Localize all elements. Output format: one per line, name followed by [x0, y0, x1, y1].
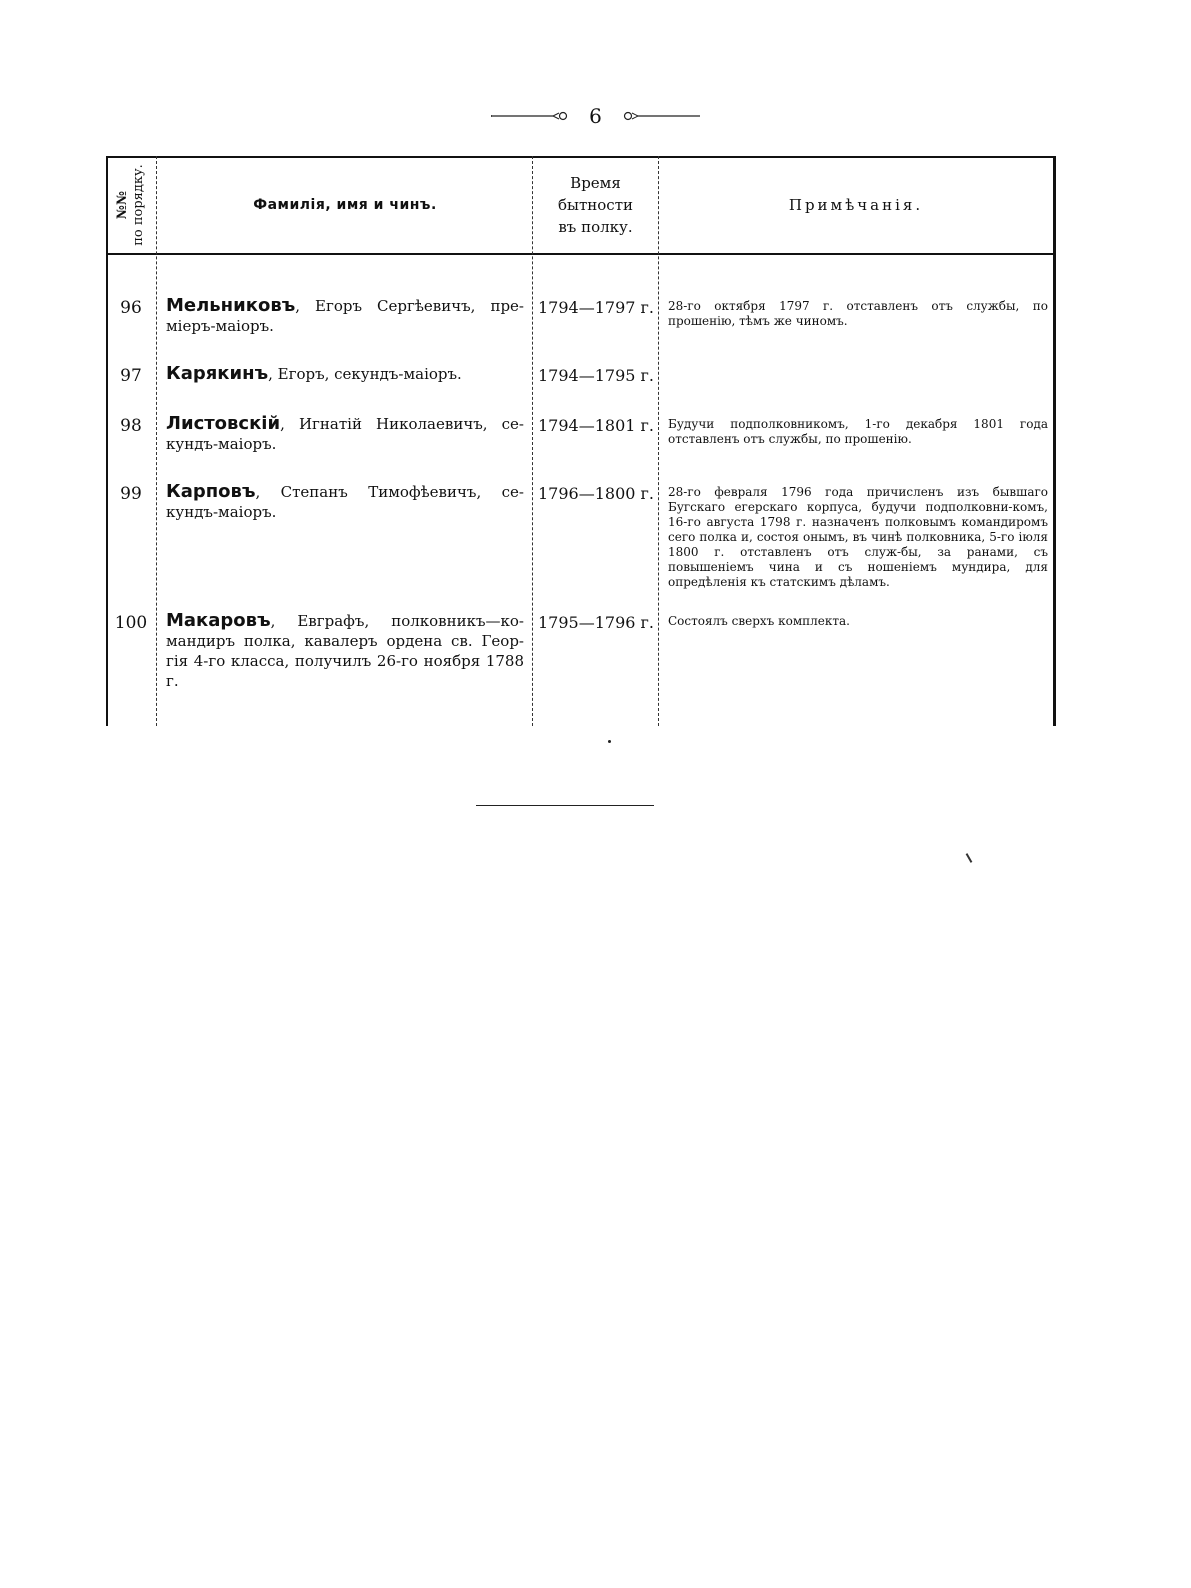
row-note: Состоялъ сверхъ комплекта. — [668, 614, 850, 628]
column-header-time-line1: Время — [570, 173, 621, 192]
officer-surname: Карповъ — [166, 481, 256, 502]
officer-details: , Степанъ Тимофѣевичъ, се-кундъ-маіоръ. — [166, 483, 524, 521]
service-period: 1794—1795 г. — [538, 366, 654, 385]
officer-surname: Макаровъ — [166, 610, 271, 631]
row-number: 97 — [120, 366, 142, 386]
officer-name — [166, 414, 524, 454]
row-note: Будучи подполковникомъ, 1-го декабря 1801 года отставленъ отъ службы, по прошенію. — [668, 417, 1048, 446]
row-note: 28-го октября 1797 г. отставленъ отъ службы, по прошенію, тѣмъ же чиномъ. — [668, 299, 1048, 328]
officer-surname: Карякинъ — [166, 363, 269, 384]
stray-mark — [608, 740, 611, 743]
row-number: 96 — [120, 298, 142, 318]
column-header-number — [108, 160, 154, 250]
officer-name — [166, 611, 524, 691]
service-period: 1796—1800 г. — [538, 484, 654, 503]
service-period: 1795—1796 г. — [538, 613, 654, 632]
left-ornament-icon — [491, 109, 571, 123]
officers-table — [106, 156, 1056, 726]
row-number: 99 — [120, 484, 142, 504]
column-header-time — [533, 156, 658, 253]
service-period: 1794—1801 г. — [538, 416, 654, 435]
officer-surname: Мельниковъ — [166, 295, 296, 316]
row-note: 28-го февраля 1796 года причисленъ изъ бывшаго Бугскаго егерскаго корпуса, будучи подполковни-комъ, 16-го августа 1798 г. назначенъ полковымъ командиромъ сего полка и, состоя онымъ, въ чинѣ полковника, 5-го іюля 1800 г. отставленъ отъ служ-бы, за ранами, съ повышеніемъ чина и съ ношеніемъ мундира, для опредѣленія къ статскимъ дѣламъ. — [668, 485, 1048, 589]
officer-surname: Листовскій — [166, 413, 281, 434]
service-period: 1794—1797 г. — [538, 298, 654, 317]
stray-mark — [966, 853, 973, 863]
column-header-number-line2: по порядку. — [131, 164, 146, 246]
officer-details: , Егоръ, секундъ-маіоръ. — [268, 365, 462, 383]
column-header-name: Фамилія, имя и чинъ. — [253, 196, 437, 213]
page-header — [0, 104, 1191, 128]
right-ornament-icon — [620, 109, 700, 123]
officer-details: , Егоръ Сергѣевичъ, пре-міеръ-маіоръ. — [166, 297, 524, 335]
row-number: 98 — [120, 416, 142, 436]
closing-rule — [476, 805, 654, 806]
officer-name — [166, 296, 524, 336]
page-number: 6 — [589, 104, 602, 128]
column-header-time-line2: бытности — [558, 195, 633, 214]
officer-details: , Евграфъ, полковникъ—ко-мандиръ полка, кавалеръ ордена св. Геор-гія 4-го класса, получилъ 26-го ноября 1788 г. — [166, 612, 524, 690]
column-header-time-line3: въ полку. — [558, 217, 633, 236]
column-header-number-line1: №№ — [115, 190, 130, 220]
row-number: 100 — [114, 613, 148, 633]
officer-name — [166, 364, 524, 384]
column-header-notes: Примѣчанія. — [788, 195, 924, 214]
officer-name — [166, 482, 524, 522]
officer-details: , Игнатій Николаевичъ, се-кундъ-маіоръ. — [166, 415, 524, 453]
